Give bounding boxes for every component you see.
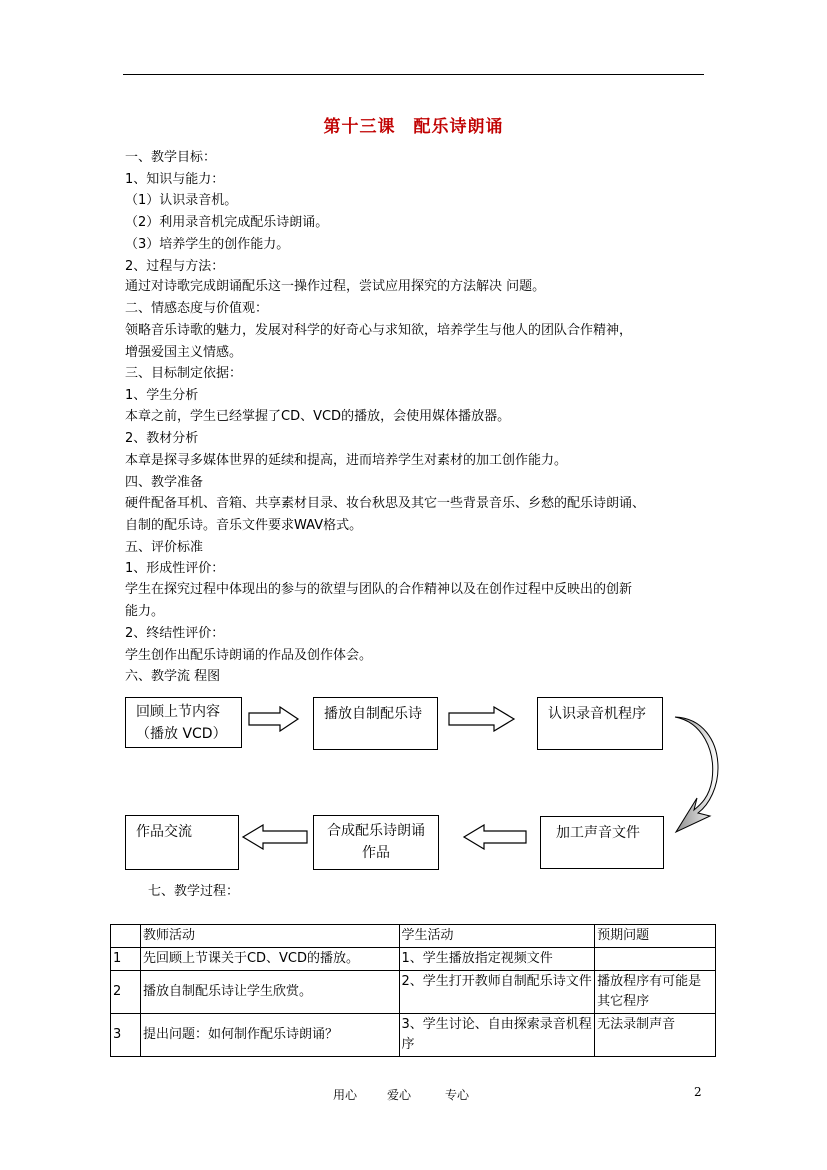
body-line: 四、教学准备 (125, 475, 204, 490)
body-line: 六、教学流 程图 (125, 669, 221, 684)
flow-box-share (125, 815, 239, 870)
table-header-cell: 预期问题 (595, 925, 716, 948)
table-cell: 3 (111, 1014, 141, 1057)
flow-box-compose (313, 815, 439, 870)
body-line: 增强爱国主义情感。 (125, 345, 243, 360)
lesson-title: 第十三课 配乐诗朗诵 (323, 117, 504, 137)
body-line: 2、终结性评价： (125, 626, 225, 641)
body-line: 一、教学目标： (125, 150, 217, 165)
body-line: 本章之前，学生已经掌握了CD、VCD的播放，会使用媒体播放器。 (125, 409, 511, 424)
table-header-cell: 学生活动 (399, 925, 595, 948)
flow-box-compose-line1: 合成配乐诗朗诵 (327, 823, 425, 839)
table-cell: 播放自制配乐诗让学生欣赏。 (140, 971, 399, 1014)
footer-text-2: 爱心 (387, 1088, 412, 1102)
body-line: 学生创作出配乐诗朗诵的作品及创作体会。 (125, 648, 373, 663)
flow-arrow-left-2 (241, 824, 309, 850)
table-cell: 2、学生打开教师自制配乐诗文件 (399, 971, 595, 1014)
body-line: 通过对诗歌完成朗诵配乐这一操作过程，尝试应用探究的方法解决 问题。 (125, 279, 546, 294)
flow-box-compose-line2: 作品 (362, 845, 390, 861)
table-cell: 3、学生讨论、自由探索录音机程序 (399, 1014, 595, 1057)
flow-box-recorder (537, 697, 663, 750)
body-line: 自制的配乐诗。音乐文件要求WAV格式。 (125, 518, 363, 533)
flow-box-process-audio (540, 816, 664, 869)
body-line: 2、过程与方法： (125, 259, 225, 274)
body-line: 本章是探寻多媒体世界的延续和提高，进而培养学生对素材的加工创作能力。 (125, 453, 568, 468)
table-cell: 先回顾上节课关于CD、VCD的播放。 (140, 948, 399, 971)
body-line: （2）利用录音机完成配乐诗朗诵。 (125, 215, 329, 230)
flow-box-process-audio-label: 加工声音文件 (556, 825, 640, 841)
flow-box-play-poem (313, 697, 438, 750)
table-cell: 1、学生播放指定视频文件 (399, 948, 595, 971)
body-line: 能力。 (125, 604, 165, 619)
body-line: 1、形成性评价： (125, 561, 225, 576)
flow-box-recorder-label: 认识录音机程序 (548, 706, 646, 722)
flow-box-play-poem-label: 播放自制配乐诗 (324, 706, 422, 722)
table-cell: 1 (111, 948, 141, 971)
flow-arrow-right-1 (248, 706, 300, 732)
body-line: 五、评价标准 (125, 540, 204, 555)
table-cell: 2 (111, 971, 141, 1014)
body-line: 领略音乐诗歌的魅力，发展对科学的好奇心与求知欲，培养学生与他人的团队合作精神， (125, 323, 633, 338)
flow-box-review (125, 697, 242, 748)
header-rule (123, 74, 704, 75)
table-row (111, 948, 716, 971)
body-line: 三、目标制定依据： (125, 366, 243, 381)
footer-text-1: 用心 (333, 1088, 358, 1102)
process-table (110, 924, 716, 1057)
flow-box-share-label: 作品交流 (136, 824, 192, 840)
table-cell: 无法录制声音 (595, 1014, 716, 1057)
body-line: 1、知识与能力： (125, 172, 225, 187)
table-cell (595, 948, 716, 971)
table-header-cell (111, 925, 141, 948)
flow-arrow-left-1 (462, 824, 528, 850)
flow-arrow-right-2 (448, 706, 516, 732)
footer-text-3: 专心 (445, 1088, 470, 1102)
flow-box-review-line2: （播放 VCD） (136, 726, 227, 742)
body-line: 1、学生分析 (125, 388, 199, 403)
body-line: 二、情感态度与价值观： (125, 301, 269, 316)
section-7-heading: 七、教学过程： (148, 884, 240, 899)
flow-box-review-line1: 回顾上节内容 (136, 704, 220, 720)
body-line: （1）认识录音机。 (125, 193, 238, 208)
table-row (111, 971, 716, 1014)
table-cell: 提出问题：如何制作配乐诗朗诵？ (140, 1014, 399, 1057)
table-row (111, 1014, 716, 1057)
body-line: 2、教材分析 (125, 431, 199, 446)
page-number: 2 (694, 1085, 702, 1099)
body-line: 硬件配备耳机、音箱、共享素材目录、妆台秋思及其它一些背景音乐、乡愁的配乐诗朗诵、 (125, 496, 646, 511)
table-cell: 播放程序有可能是其它程序 (595, 971, 716, 1014)
flow-arrow-curved (672, 712, 720, 850)
table-header-row (111, 925, 716, 948)
body-line: 学生在探究过程中体现出的参与的欲望与团队的合作精神以及在创作过程中反映出的创新 (125, 582, 633, 597)
body-line: （3）培养学生的创作能力。 (125, 237, 290, 252)
table-header-cell: 教师活动 (140, 925, 399, 948)
